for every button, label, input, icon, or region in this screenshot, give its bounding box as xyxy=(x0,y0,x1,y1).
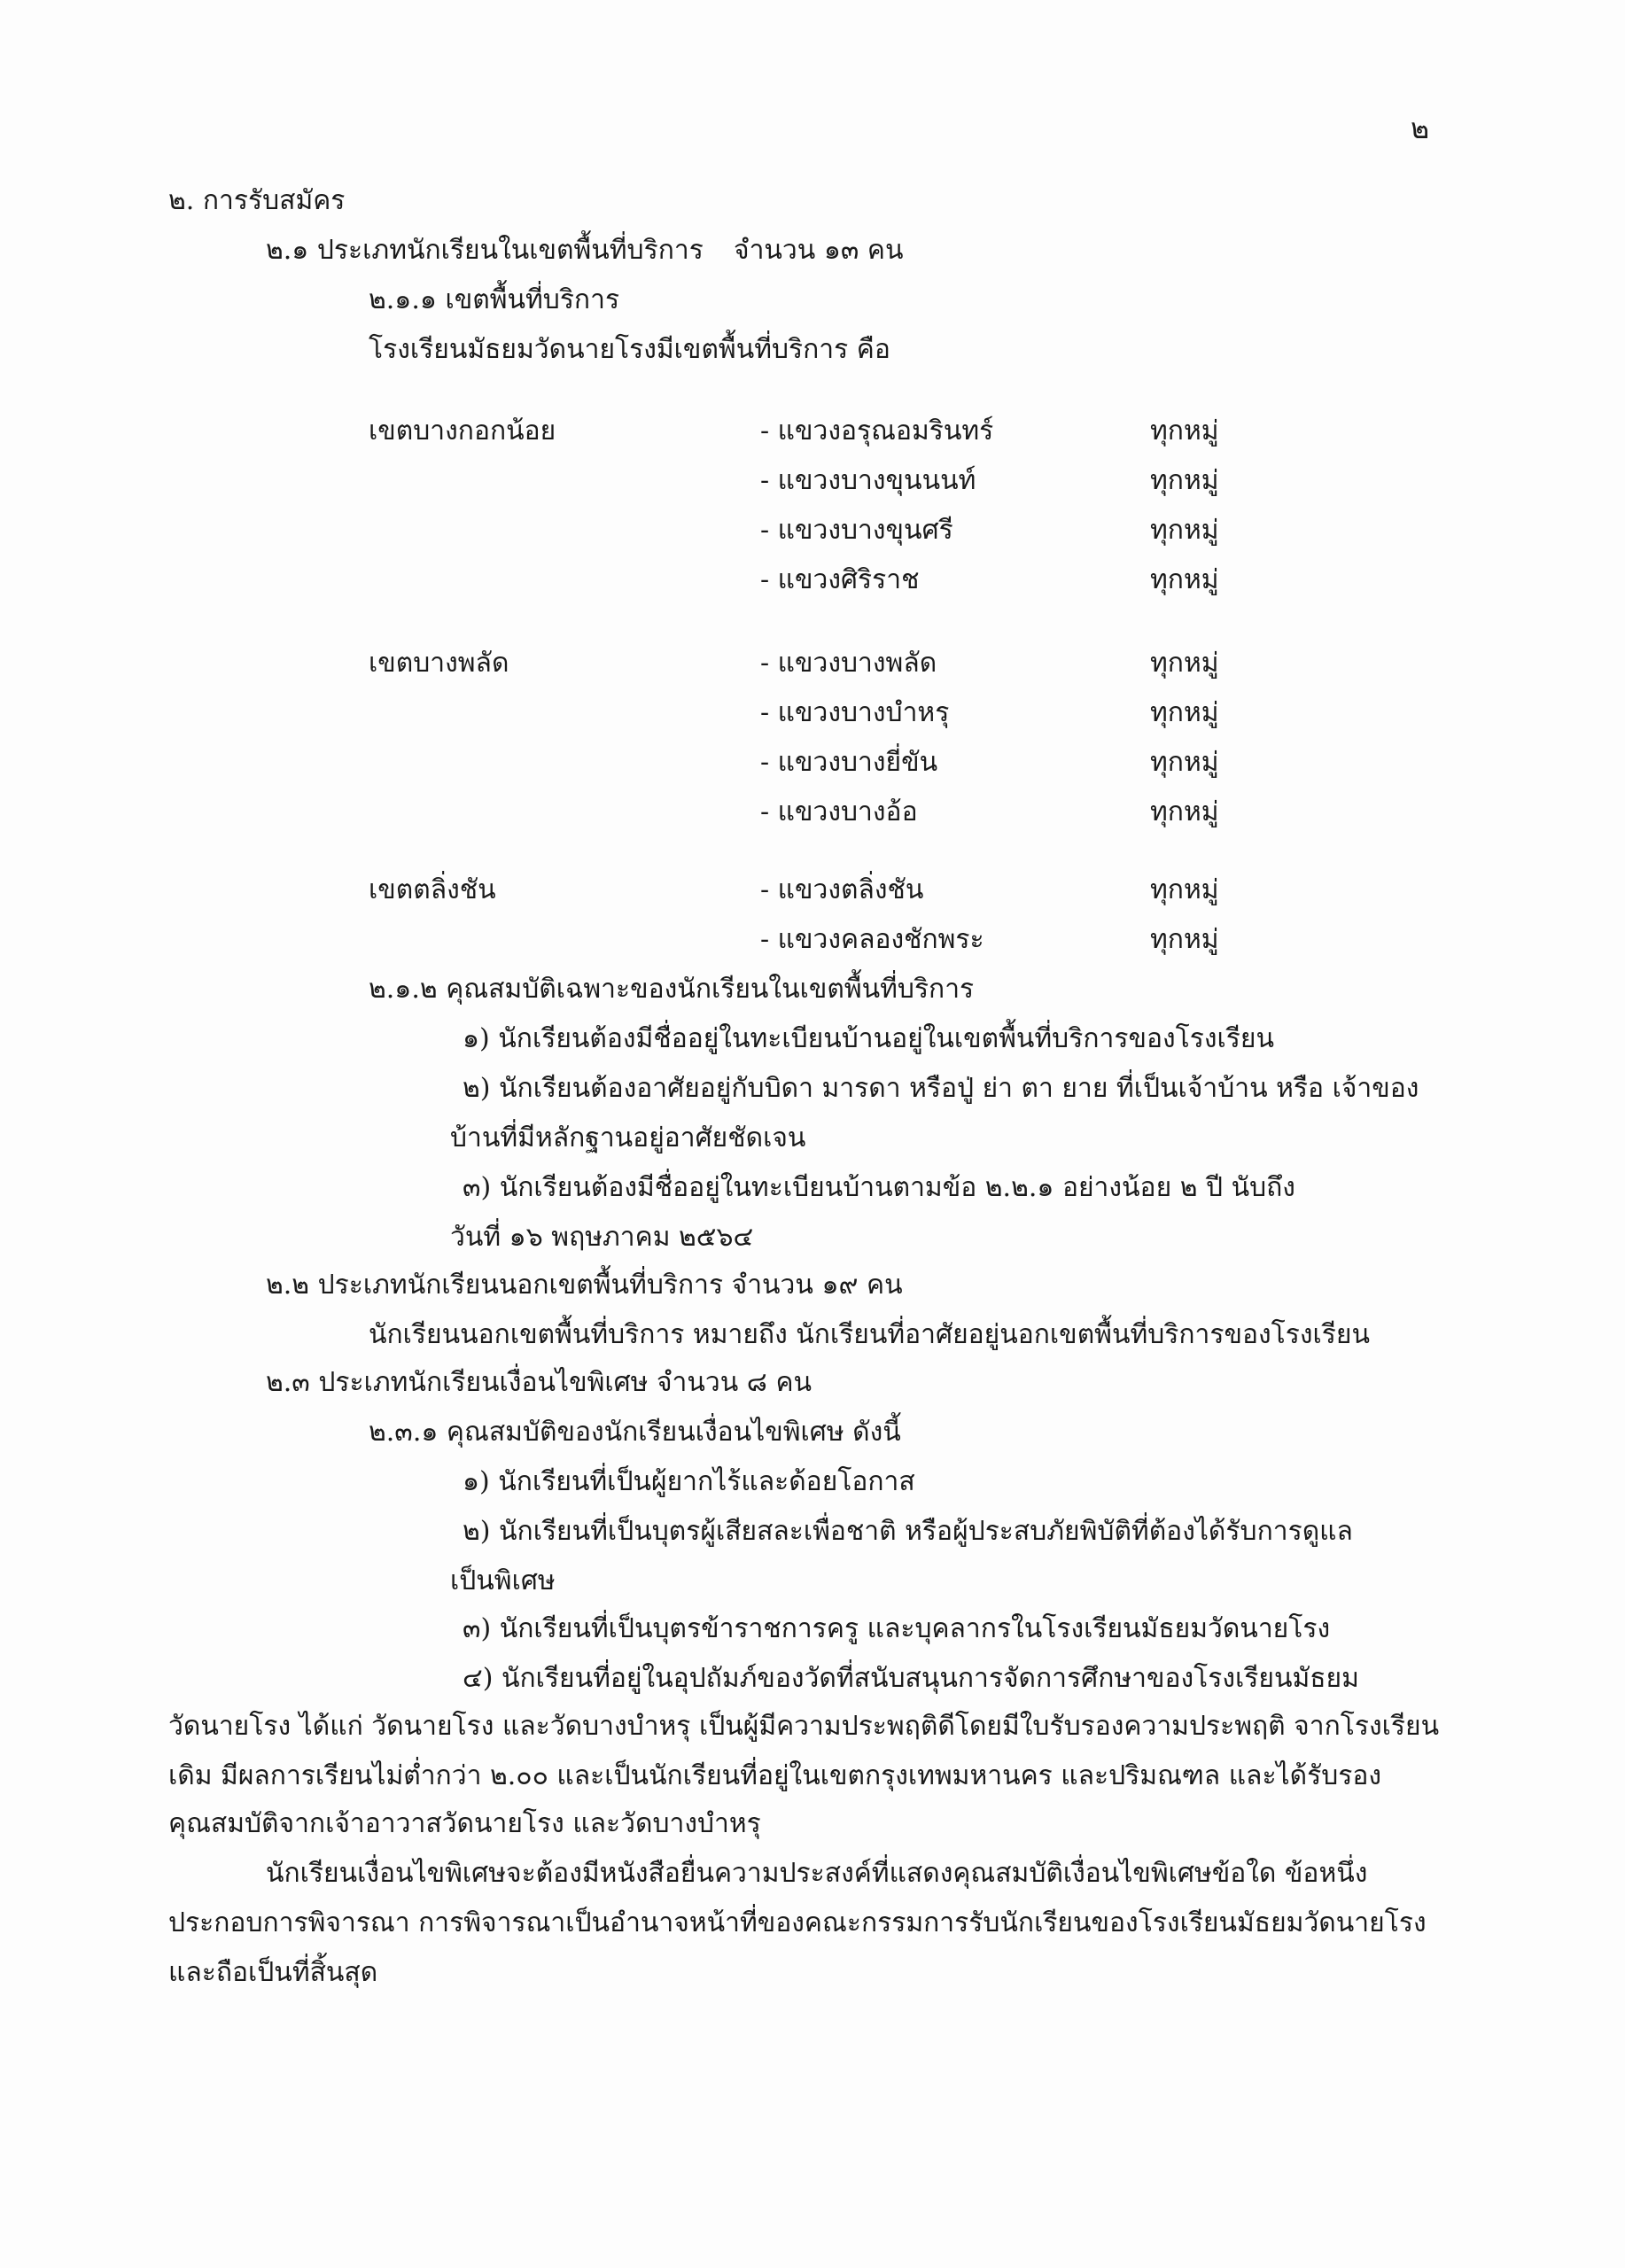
subdistrict-name: - แขวงบางบำหรุ xyxy=(760,697,950,728)
special-condition-item-cont: วัดนายโรง ได้แก่ วัดนายโรง และวัดบางบำหรุ เป็นผู้มีความประพฤติดีโดยมีใบรับรองความประพฤติ จากโรงเรียน xyxy=(168,1711,1440,1742)
section-heading: ๒. การรับสมัคร xyxy=(168,185,346,216)
district-name: เขตบางพลัด xyxy=(369,648,509,679)
subdistrict-villages: ทุกหมู่ xyxy=(1150,924,1219,955)
special-condition-item-cont: เป็นพิเศษ xyxy=(450,1565,556,1596)
section-2-1-1-heading: ๒.๑.๑ เขตพื้นที่บริการ xyxy=(369,284,620,315)
closing-paragraph: และถือเป็นที่สิ้นสุด xyxy=(168,1957,378,1988)
subdistrict-name: - แขวงบางขุนนนท์ xyxy=(760,465,976,496)
section-2-2-heading: ๒.๒ ประเภทนักเรียนนอกเขตพื้นที่บริการ จำนวน ๑๙ คน xyxy=(266,1270,903,1301)
subdistrict-name: - แขวงศิริราช xyxy=(760,564,920,595)
subdistrict-villages: ทุกหมู่ xyxy=(1150,796,1219,827)
section-2-1-count: จำนวน ๑๓ คน xyxy=(734,235,904,266)
special-condition-item: ๓) นักเรียนที่เป็นบุตรข้าราชการครู และบุคลากรในโรงเรียนมัธยมวัดนายโรง xyxy=(463,1613,1331,1644)
subdistrict-villages: ทุกหมู่ xyxy=(1150,874,1219,905)
district-name: เขตตลิ่งชัน xyxy=(369,874,496,905)
subdistrict-name: - แขวงบางอ้อ xyxy=(760,796,918,827)
subdistrict-villages: ทุกหมู่ xyxy=(1150,697,1219,728)
special-condition-item: ๔) นักเรียนที่อยู่ในอุปถัมภ์ของวัดที่สนับสนุนการจัดการศึกษาของโรงเรียนมัธยม xyxy=(463,1663,1359,1694)
subdistrict-villages: ทุกหมู่ xyxy=(1150,747,1219,778)
special-condition-item: ๑) นักเรียนที่เป็นผู้ยากไร้และด้อยโอกาส xyxy=(463,1466,915,1497)
subdistrict-name: - แขวงอรุณอมรินทร์ xyxy=(760,416,994,447)
qualification-item: ๒) นักเรียนต้องอาศัยอยู่กับบิดา มารดา หรือปู่ ย่า ตา ยาย ที่เป็นเจ้าบ้าน หรือ เจ้าของ xyxy=(463,1073,1419,1104)
qualification-item-cont: วันที่ ๑๖ พฤษภาคม ๒๕๖๔ xyxy=(450,1222,754,1253)
qualification-item: ๓) นักเรียนต้องมีชื่ออยู่ในทะเบียนบ้านตามข้อ ๒.๒.๑ อย่างน้อย ๒ ปี นับถึง xyxy=(463,1172,1295,1203)
out-of-area-definition: นักเรียนนอกเขตพื้นที่บริการ หมายถึง นักเรียนที่อาศัยอยู่นอกเขตพื้นที่บริการของโรงเรียน xyxy=(369,1319,1371,1350)
subdistrict-villages: ทุกหมู่ xyxy=(1150,465,1219,496)
section-2-1-2-heading: ๒.๑.๒ คุณสมบัติเฉพาะของนักเรียนในเขตพื้นที่บริการ xyxy=(369,974,975,1005)
closing-paragraph: ประกอบการพิจารณา การพิจารณาเป็นอำนาจหน้าที่ของคณะกรรมการรับนักเรียนของโรงเรียนมัธยมวัดนายโรง xyxy=(168,1907,1427,1938)
subdistrict-name: - แขวงบางยี่ขัน xyxy=(760,747,938,778)
subdistrict-name: - แขวงบางพลัด xyxy=(760,648,937,679)
subdistrict-villages: ทุกหมู่ xyxy=(1150,515,1219,546)
subdistrict-name: - แขวงบางขุนศรี xyxy=(760,515,953,546)
subdistrict-name: - แขวงตลิ่งชัน xyxy=(760,874,924,905)
subdistrict-villages: ทุกหมู่ xyxy=(1150,416,1219,447)
section-2-3-heading: ๒.๓ ประเภทนักเรียนเงื่อนไขพิเศษ จำนวน ๘ คน xyxy=(266,1367,812,1398)
qualification-item-cont: บ้านที่มีหลักฐานอยู่อาศัยชัดเจน xyxy=(450,1122,806,1153)
subdistrict-villages: ทุกหมู่ xyxy=(1150,648,1219,679)
page-number: ๒ xyxy=(1411,112,1430,145)
qualification-item: ๑) นักเรียนต้องมีชื่ออยู่ในทะเบียนบ้านอยู่ในเขตพื้นที่บริการของโรงเรียน xyxy=(463,1023,1274,1054)
special-condition-item: ๒) นักเรียนที่เป็นบุตรผู้เสียสละเพื่อชาติ หรือผู้ประสบภัยพิบัติที่ต้องได้รับการดูแล xyxy=(463,1516,1353,1547)
closing-paragraph: นักเรียนเงื่อนไขพิเศษจะต้องมีหนังสือยื่นความประสงค์ที่แสดงคุณสมบัติเงื่อนไขพิเศษข้อใด ข้อหนึ่ง xyxy=(266,1858,1368,1889)
district-name: เขตบางกอกน้อย xyxy=(369,416,556,447)
section-2-3-1-heading: ๒.๓.๑ คุณสมบัติของนักเรียนเงื่อนไขพิเศษ ดังนี้ xyxy=(369,1417,901,1448)
subdistrict-name: - แขวงคลองชักพระ xyxy=(760,924,984,955)
special-condition-item-cont: คุณสมบัติจากเจ้าอาวาสวัดนายโรง และวัดบางบำหรุ xyxy=(168,1808,761,1839)
subdistrict-villages: ทุกหมู่ xyxy=(1150,564,1219,595)
section-2-1-label: ๒.๑ ประเภทนักเรียนในเขตพื้นที่บริการ xyxy=(266,235,704,266)
service-area-intro: โรงเรียนมัธยมวัดนายโรงมีเขตพื้นที่บริการ คือ xyxy=(369,334,890,365)
special-condition-item-cont: เดิม มีผลการเรียนไม่ต่ำกว่า ๒.๐๐ และเป็นนักเรียนที่อยู่ในเขตกรุงเทพมหานคร และปริมณฑล และได้รับรอง xyxy=(168,1760,1382,1791)
